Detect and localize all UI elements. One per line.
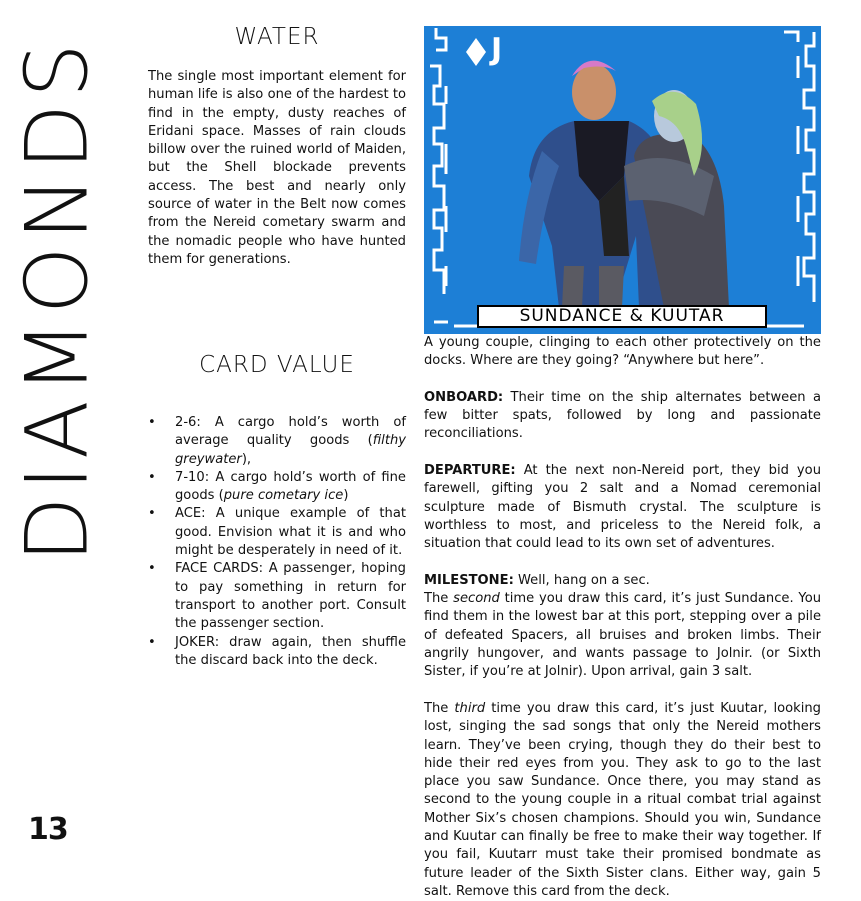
card-value-heading: CARD VALUE: [199, 352, 355, 378]
list-item: • JOKER: draw again, then shuffle the discard back into the deck.: [148, 634, 406, 671]
card-description: [424, 334, 821, 901]
onboard-paragraph: ONBOARD: Their time on the ship alternates between a few bitter spats, followed by long and passionate reconciliations.: [424, 389, 821, 442]
milestone-paragraph: MILESTONE: Well, hang on a sec.: [424, 572, 650, 588]
list-item: • 7-10: A cargo hold’s worth of fine goods (pure cometary ice): [148, 469, 406, 506]
page-number: 13: [28, 812, 68, 847]
card-illustration: [424, 26, 821, 334]
list-item: • FACE CARDS: A passenger, hoping to pay something in return for transport to another port. Consult the passenger section.: [148, 560, 406, 633]
water-paragraph: The single most important element for human life is also one of the hardest to find in the empty, dusty reaches of Eridani space. Masses of rain clouds billow over the ruined world of Maiden, but the Shell blockade prevents access. The best and nearly only source of water in the Belt now comes from the Nereid cometary swarm and the nomadic people who have hunted them for generations.: [148, 69, 406, 267]
card-value-list: [148, 414, 406, 670]
departure-paragraph: DEPARTURE: At the next non-Nereid port, they bid you farewell, gifting you 2 salt and a Nomad ceremonial sculpture made of Bismuth crystal. The sculpture is worthless to most, and priceless to the Nereid folk, a situation that could lead to its own set of adventures.: [424, 463, 821, 552]
card-corner-rank: J: [491, 32, 503, 67]
water-heading: WATER: [234, 24, 320, 50]
second-draw-paragraph: The second time you draw this card, it’s just Sundance. You find them in the lowest bar at this port, stepping over a pile of defeated Spacers, all bruises and broken limbs. Their angrily hungover, and wants passage to Jolnir. (or Sixth Sister, if you’re at Jolnir). Upon arrival, gain 3 salt.: [424, 591, 821, 680]
diamond-icon: [466, 38, 486, 66]
list-item: • 2-6: A cargo hold’s worth of average quality goods (filthy greywater),: [148, 414, 406, 469]
intro-paragraph: A young couple, clinging to each other protectively on the docks. Where are they going? “Anywhere but here”.: [424, 335, 821, 369]
third-draw-paragraph: The third time you draw this card, it’s just Kuutar, looking lost, singing the sad songs that only the Nereid mothers learn. They’ve been crying, though they do their best to hide their red eyes from you. They ask to go to the last place you saw Sundance. Once there, you may stand as second to the young couple in a ritual combat trial against Mother Six’s chosen champions. Should you win, Sundance and Kuutar can finally be free to make their way together. If you fail, Kuutarr must take their promised bondmate as future leader of the Sixth Sister clans. Either way, gain 5 salt. Remove this card from the deck.: [424, 700, 821, 899]
card-name-label: SUNDANCE & KUUTAR: [477, 305, 767, 328]
character-card-image: [424, 26, 821, 334]
side-title: DIAMONDS: [7, 37, 108, 563]
list-item: • ACE: A unique example of that good. Envision what it is and who might be desperately in need of it.: [148, 505, 406, 560]
